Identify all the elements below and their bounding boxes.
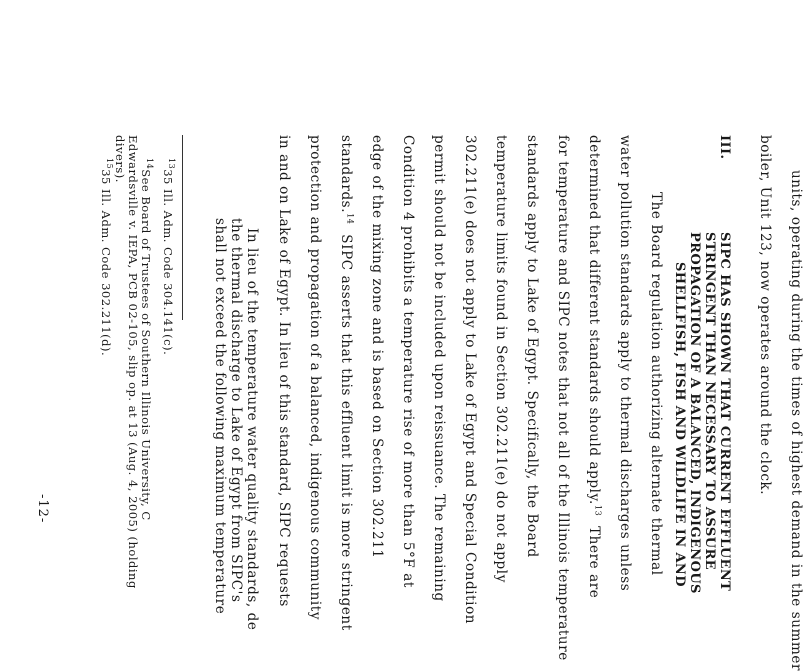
- footnote-text: 35 Ill. Adm. Code 304.141(c).: [161, 169, 175, 356]
- footnote-mark: 15: [104, 158, 114, 170]
- footnote-text: 35 Ill. Adm. Code 302.211(d).: [99, 169, 113, 357]
- quote-line: shall not exceed the following maximum temperature: [212, 218, 228, 615]
- body-line: 302.211(e) does not apply to Lake of Egypt and Special Condition: [462, 135, 478, 625]
- body-text: There are: [586, 526, 602, 599]
- body-line: units, operating during the times of highest demand in the summer: [788, 170, 804, 671]
- body-line: boiler, Unit 123, now operates around the clock.: [757, 135, 773, 496]
- body-line: The Board regulation authorizing alternate thermal: [648, 192, 664, 576]
- section-heading-line: SIPC HAS SHOWN THAT CURRENT EFFLUENT: [717, 232, 732, 592]
- footnote-ref: 14: [345, 213, 355, 225]
- footnote-ref: 13: [593, 504, 603, 517]
- body-text: SIPC asserts that this effluent limit is more stringent: [338, 234, 354, 631]
- section-heading-line: PROPAGATION OF A BALANCED, INDIGENOUS: [687, 232, 702, 594]
- quote-line: In lieu of the temperature water quality standards, de: [244, 228, 260, 631]
- body-line: water pollution standards apply to thermal discharges unless: [617, 135, 633, 592]
- body-line: [586, 135, 602, 598]
- body-line: in and on Lake of Egypt. In lieu of this standard, SIPC requests: [276, 135, 292, 607]
- body-line: permit should not be included upon reissuance. The remaining: [431, 135, 447, 602]
- footnote-mark: 13: [166, 158, 176, 170]
- body-line: [338, 135, 354, 631]
- page-number: -12-: [35, 494, 50, 524]
- footnote: Edwardsville v. IEPA, PCB 02-105, slip op. at 13 (Aug. 4, 2005) (holding: [126, 135, 140, 589]
- body-text: determined that different standards should apply.: [586, 135, 602, 505]
- body-text: standards.: [338, 135, 354, 214]
- body-line: standards apply to Lake of Egypt. Specifically, the Board: [524, 135, 540, 558]
- footnote-rule: [182, 135, 183, 320]
- footnote: divers).: [113, 135, 127, 183]
- footnote-mark: 14: [144, 158, 154, 170]
- body-line: for temperature and SIPC notes that not all of the Illinois temperature: [555, 135, 571, 661]
- section-heading-line: STRINGENT THAN NECESSARY TO ASSURE: [702, 232, 717, 570]
- footnote: [160, 158, 176, 355]
- body-line: temperature limits found in Section 302.211(e) do not apply: [493, 135, 509, 583]
- body-line: Condition 4 prohibits a temperature rise of more than 5°F at: [400, 135, 416, 588]
- section-number: III.: [717, 135, 732, 160]
- quote-line: the thermal discharge to Lake of Egypt from SIPC's: [228, 218, 244, 603]
- footnote: [98, 158, 114, 356]
- body-line: edge of the mixing zone and is based on Section 302.211: [369, 135, 385, 559]
- footnote-text: See Board of Trustees of Southern Illinois University, C: [139, 169, 153, 521]
- body-line: protection and propagation of a balanced, indigenous community: [307, 135, 323, 621]
- section-heading-line: SHELLFISH, FISH AND WILDLIFE IN AND: [672, 262, 687, 587]
